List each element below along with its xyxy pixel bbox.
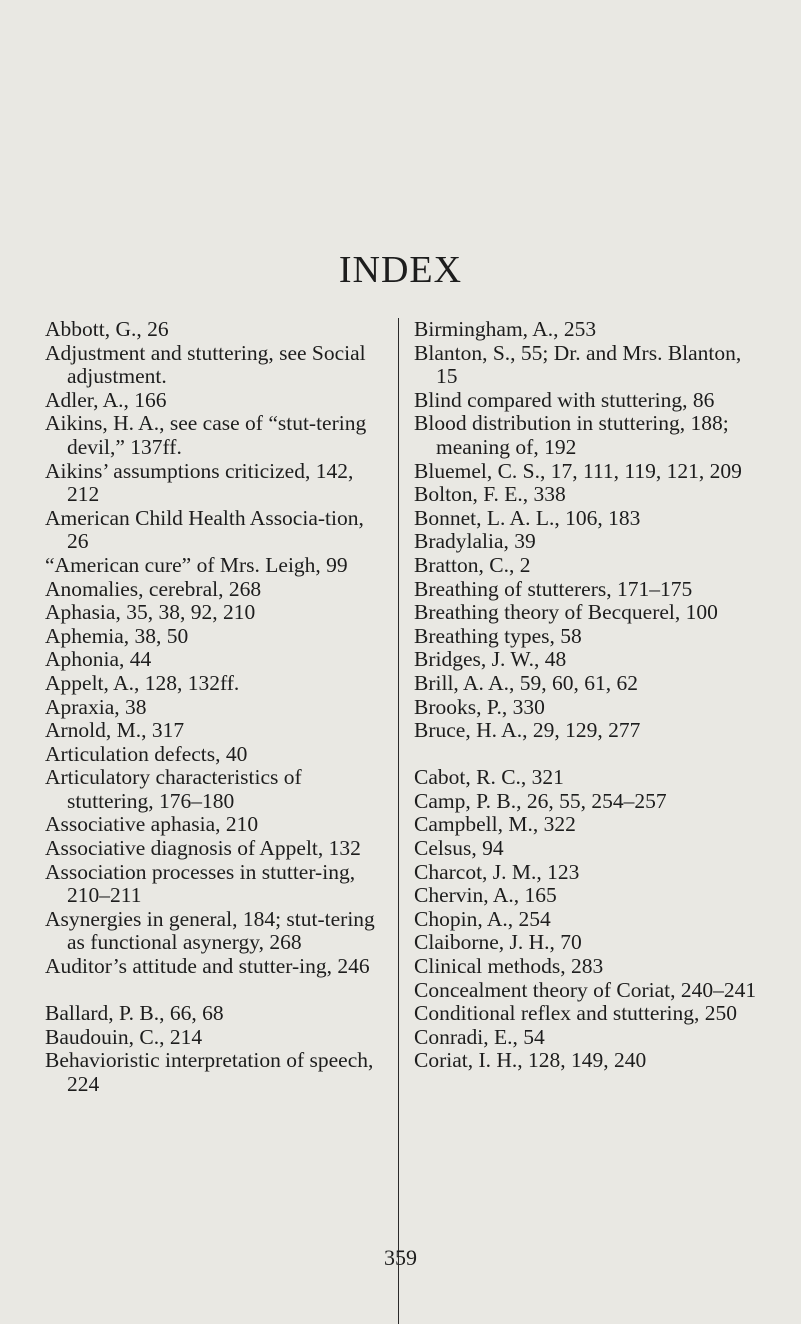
index-entry: Arnold, M., 317 bbox=[45, 718, 185, 743]
index-entry: Associative aphasia, 210 bbox=[45, 812, 259, 837]
column-divider bbox=[398, 318, 399, 1324]
index-entry: Conradi, E., 54 bbox=[414, 1024, 545, 1049]
index-entry: Brooks, P., 330 bbox=[414, 694, 545, 719]
index-column-right bbox=[414, 318, 759, 1073]
index-entry: Bradylalia, 39 bbox=[414, 529, 536, 554]
index-entry: Baudouin, C., 214 bbox=[45, 1024, 203, 1049]
index-column-left bbox=[45, 318, 385, 1097]
index-entry: Breathing theory of Becquerel, 100 bbox=[414, 600, 718, 625]
page-title: INDEX bbox=[338, 249, 463, 291]
index-entry: Blind compared with stuttering, 86 bbox=[414, 387, 715, 412]
index-entry: Articulatory characteristics of stuttering, 176–180 bbox=[45, 765, 302, 813]
section-gap bbox=[45, 979, 385, 1003]
section-gap bbox=[414, 743, 759, 767]
index-entry: Charcot, J. M., 123 bbox=[414, 859, 580, 884]
index-entry: Bratton, C., 2 bbox=[414, 552, 531, 577]
index-entry: Brill, A. A., 59, 60, 61, 62 bbox=[414, 670, 638, 695]
index-entry: Camp, P. B., 26, 55, 254–257 bbox=[414, 788, 667, 813]
index-entry: Aphonia, 44 bbox=[45, 647, 152, 672]
index-entry: Aphemia, 38, 50 bbox=[45, 623, 189, 648]
index-entry: Bridges, J. W., 48 bbox=[414, 647, 567, 672]
index-entry: Coriat, I. H., 128, 149, 240 bbox=[414, 1048, 647, 1073]
index-entry: Appelt, A., 128, 132ff. bbox=[45, 670, 240, 695]
index-entry: Conditional reflex and stuttering, 250 bbox=[414, 1001, 738, 1026]
index-entry: Bonnet, L. A. L., 106, 183 bbox=[414, 505, 641, 530]
index-entry: Bruce, H. A., 29, 129, 277 bbox=[414, 718, 641, 743]
index-entry: Blanton, S., 55; Dr. and Mrs. Blanton, 15 bbox=[414, 340, 742, 389]
index-entry: Behavioristic interpretation of speech, 224 bbox=[45, 1048, 374, 1096]
index-entry: Aikins’ assumptions criticized, 142, 212 bbox=[45, 458, 354, 507]
index-entry: Associative diagnosis of Appelt, 132 bbox=[45, 836, 361, 861]
index-entry: Breathing types, 58 bbox=[414, 623, 582, 648]
index-entry: Bluemel, C. S., 17, 111, 119, 121, 209 bbox=[414, 458, 742, 483]
index-entry: Apraxia, 38 bbox=[45, 694, 147, 719]
index-entry: Articulation defects, 40 bbox=[45, 741, 248, 766]
index-entry: Anomalies, cerebral, 268 bbox=[45, 576, 262, 601]
index-entry: “American cure” of Mrs. Leigh, 99 bbox=[45, 552, 348, 577]
index-entry: Claiborne, J. H., 70 bbox=[414, 930, 582, 955]
index-entry: Ballard, P. B., 66, 68 bbox=[45, 1001, 224, 1026]
index-entry: Blood distribution in stuttering, 188; meaning of, 192 bbox=[414, 411, 729, 459]
index-entry: Adler, A., 166 bbox=[45, 387, 167, 412]
index-entry: Bolton, F. E., 338 bbox=[414, 482, 566, 507]
index-entry: Birmingham, A., 253 bbox=[414, 317, 597, 341]
index-entry: Chervin, A., 165 bbox=[414, 883, 557, 908]
index-entry: Aphasia, 35, 38, 92, 210 bbox=[45, 600, 256, 625]
index-entry: Breathing of stutterers, 171–175 bbox=[414, 576, 693, 601]
index-entry: Association processes in stutter-ing, 210–211 bbox=[45, 859, 356, 908]
index-entry: Auditor’s attitude and stutter-ing, 246 bbox=[45, 954, 370, 979]
index-entry: Cabot, R. C., 321 bbox=[414, 765, 564, 790]
index-entry: Celsus, 94 bbox=[414, 836, 504, 861]
index-entry: Chopin, A., 254 bbox=[414, 906, 551, 931]
index-entry: Abbott, G., 26 bbox=[45, 317, 169, 341]
index-entry: Campbell, M., 322 bbox=[414, 812, 576, 837]
index-entry: American Child Health Associa-tion, 26 bbox=[45, 505, 364, 554]
index-entry: Asynergies in general, 184; stut-tering as functional asynergy, 268 bbox=[45, 906, 375, 955]
index-entry: Clinical methods, 283 bbox=[414, 954, 604, 979]
index-entry: Concealment theory of Coriat, 240–241 bbox=[414, 977, 757, 1002]
index-entry: Adjustment and stuttering, see Social adjustment. bbox=[45, 340, 366, 389]
index-entry: Aikins, H. A., see case of “stut-tering devil,” 137ff. bbox=[45, 411, 367, 459]
page-number: 359 bbox=[384, 1245, 417, 1270]
